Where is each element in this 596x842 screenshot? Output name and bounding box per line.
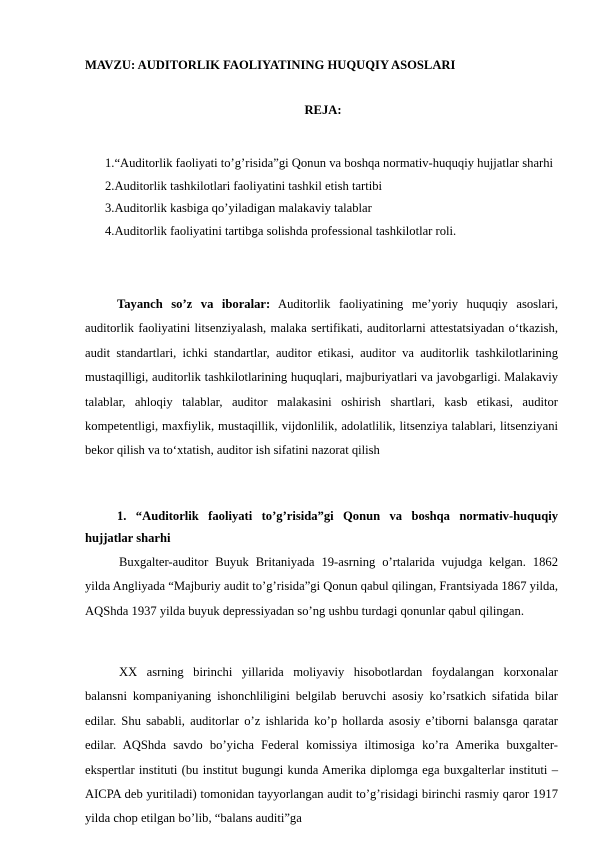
body-paragraph-2: XX asrning birinchi yillarida moliyaviy hisobotlardan foydalangan korxonalar balansni kompaniyaning ishonchliligini belgilab beruvchi asosiy ko’rsatkich sifatida bilar edilar. Shu sababli, auditorlar o’z ishlarida ko’p hollarda asosiy e’tiborni balansga qaratar edilar. AQShda savdo bo’yicha Federal komissiya iltimosiga ko’ra Amerika buxgalter-ekspertlar instituti (bu institut bugungi kunda Amerika diplomga ega buxgalterlar instituti – AICPA deb yuritiladi) tomonidan tayyorlangan audit to’g’risidagi birinchi rasmiy qaror 1917 yilda chop etilgan bo’lib, “balans auditi”ga (85, 665, 558, 826)
keywords-text: Auditorlik faoliyatining me’yoriy huquqiy asoslari, auditorlik faoliyatini litsenziyalash, malaka sertifikati, auditorlarni attestatsiyadan o‘tkazish, audit standartlari, ichki standartlar, auditor etikasi, auditor va auditorlik tashkilotlarining mustaqilligi, auditorlik tashkilotlarining huquqlari, majburiyatlari va javobgarligi. Malakaviy talablar, ahloqiy talablar, auditor malakasini oshirish shartlari, kasb etikasi, auditor kompetentligi, maxfiylik, mustaqillik, vijdonlilik, adolatlilik, litsenziya talablari, litsenziyani bekor qilish va to‘xtatish, auditor ish sifatini nazorat qilish (85, 297, 558, 458)
document-title: MAVZU: AUDITORLIK FAOLIYATINING HUQUQIY ASOSLARI (85, 58, 456, 72)
plan-list (85, 152, 558, 242)
plan-item-2: 2.Auditorlik tashkilotlari faoliyatini tashkil etish tartibi (105, 178, 383, 193)
section-heading: 1. “Auditorlik faoliyati to’g’risida”gi Qonun va boshqa normativ-huquqiy hujjatlar sharhi (85, 509, 558, 545)
body-paragraph-1: Buxgalter-auditor Buyuk Britaniyada 19-asrning o’rtalarida vujudga kelgan. 1862 yilda Angliyada “Majburiy audit to’g’risida”gi Qonun qabul qilingan, Frantsiyada 1867 yilda, AQShda 1937 yilda buyuk depressiyadan so’ng ushbu turdagi qonunlar qabul qilingan. (85, 555, 558, 618)
section-heading-block (85, 506, 558, 549)
keywords-paragraph (85, 292, 558, 463)
plan-item-1: 1.“Auditorlik faoliyati to’g’risida”gi Qonun va boshqa normativ-huquqiy hujjatlar sharhi (105, 156, 554, 170)
body-paragraph-2-block (85, 660, 558, 831)
keywords-label: Tayanch so’z va iboralar: (117, 297, 271, 311)
body-paragraph-1-block (85, 550, 558, 623)
plan-heading: REJA: (304, 103, 342, 117)
keywords-block (85, 292, 558, 463)
plan-item-3: 3.Auditorlik kasbiga qo’yiladigan malakaviy talablar (105, 201, 372, 215)
plan-item-4: 4.Auditorlik faoliyatini tartibga solishda professional tashkilotlar roli. (105, 223, 457, 238)
